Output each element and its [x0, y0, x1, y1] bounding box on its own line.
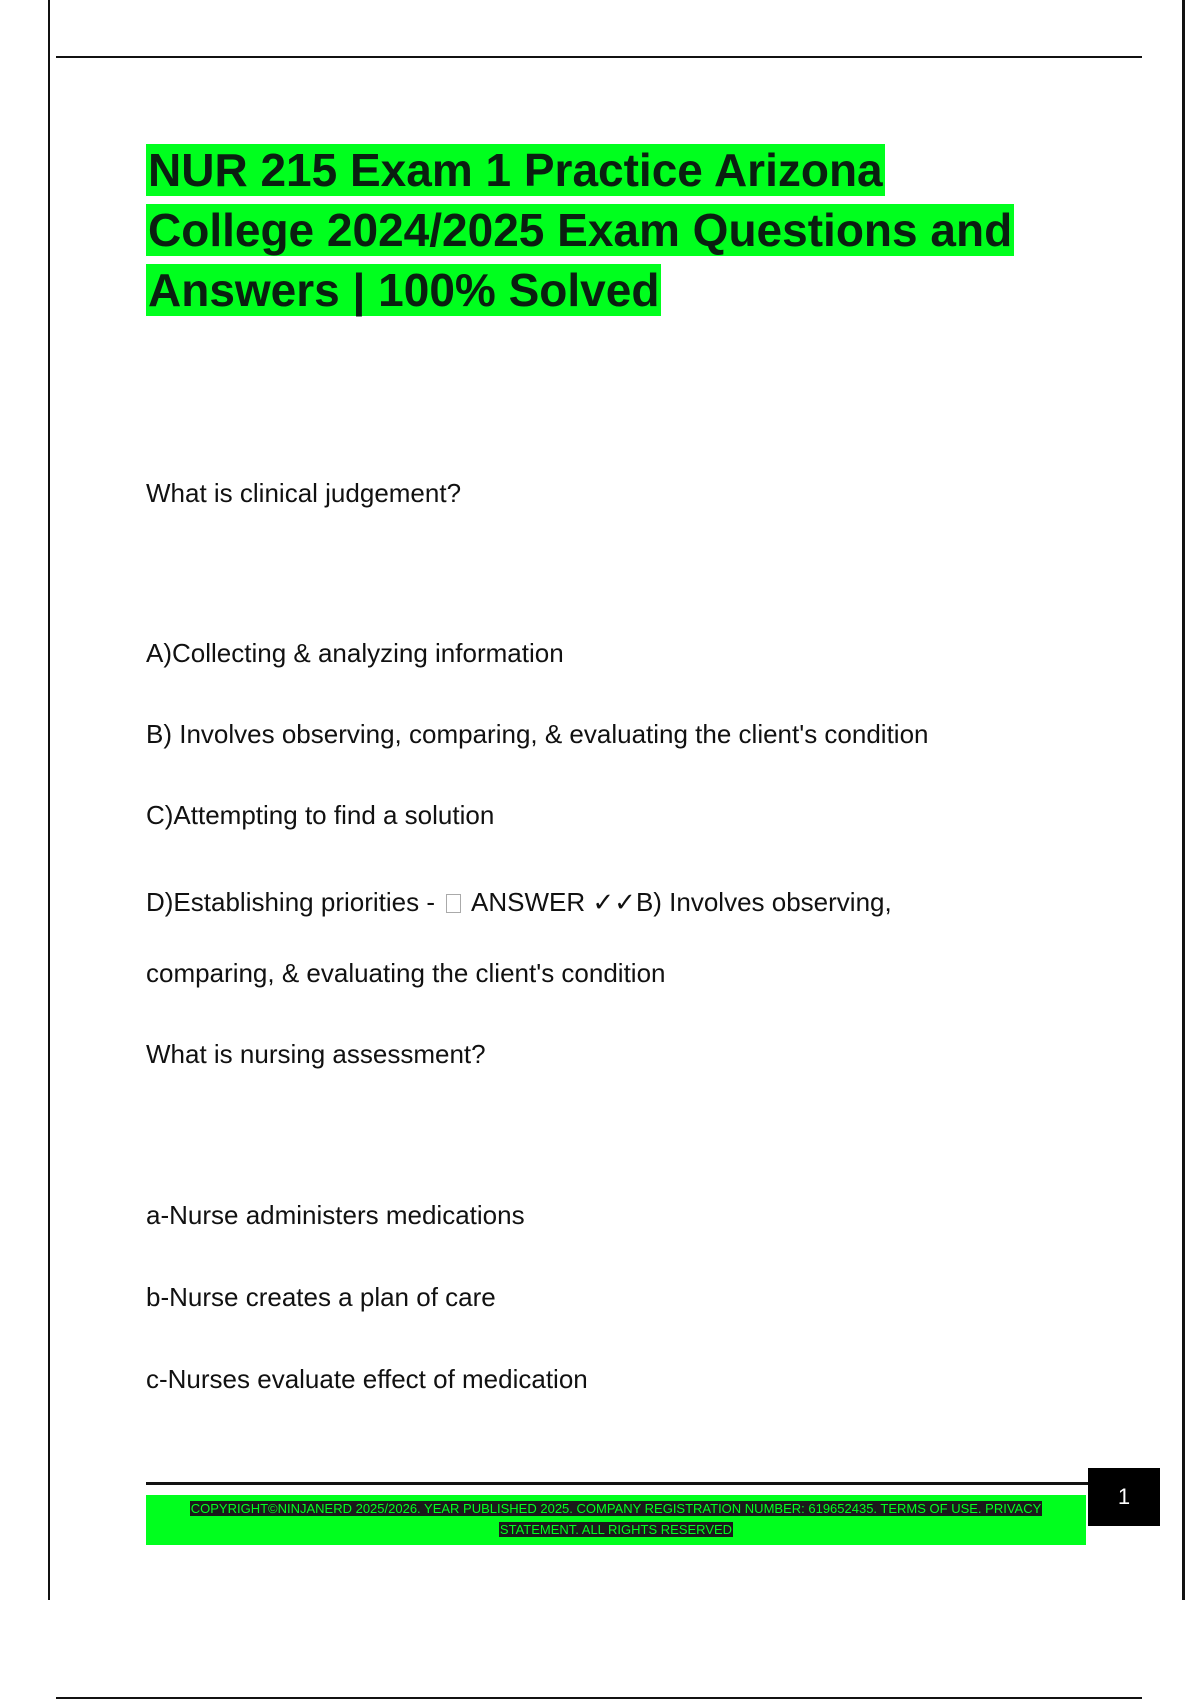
checkbox-glyph-icon	[446, 894, 461, 913]
question-1-text: What is clinical judgement?	[146, 478, 462, 508]
title-line-2: College 2024/2025 Exam Questions and	[148, 204, 1013, 256]
page-number: 1	[1088, 1468, 1160, 1526]
header-rule	[56, 56, 1142, 58]
question-2-text: What is nursing assessment?	[146, 1039, 486, 1069]
question-2-option-b: b-Nurse creates a plan of care	[146, 1282, 496, 1312]
answer-text-2: comparing, & evaluating the client's condition	[146, 958, 666, 988]
title-line-1: NUR 215 Exam 1 Practice Arizona	[148, 144, 883, 196]
double-check-icon: ✓✓	[592, 888, 636, 918]
question-2-option-a: a-Nurse administers medications	[146, 1200, 525, 1230]
question-1-option-b: B) Involves observing, comparing, & evaluating the client's condition	[146, 719, 929, 749]
question-1-option-c: C)Attempting to find a solution	[146, 800, 495, 830]
footer-rule	[146, 1482, 1090, 1485]
answer-prefix: ANSWER	[465, 887, 593, 917]
page-border-right	[1182, 0, 1185, 1600]
document-title	[146, 140, 1146, 320]
question-1-option-a: A)Collecting & analyzing information	[146, 638, 564, 668]
copyright-line-1: COPYRIGHT©NINJANERD 2025/2026. YEAR PUBLISHED 2025. COMPANY REGISTRATION NUMBER: 619652435. TERMS OF USE. PRIVACY	[190, 1501, 1042, 1516]
next-page-rule	[56, 1697, 1142, 1699]
question-1-option-d: D)Establishing priorities -	[146, 887, 443, 917]
question-1-option-d-line	[146, 887, 892, 918]
question-2-option-c: c-Nurses evaluate effect of medication	[146, 1364, 588, 1394]
page-border-left	[48, 0, 50, 1600]
copyright-footer	[146, 1495, 1086, 1545]
copyright-line-2: STATEMENT. ALL RIGHTS RESERVED	[499, 1522, 733, 1537]
answer-text-1: B) Involves observing,	[635, 887, 892, 917]
title-line-3: Answers | 100% Solved	[148, 264, 660, 316]
